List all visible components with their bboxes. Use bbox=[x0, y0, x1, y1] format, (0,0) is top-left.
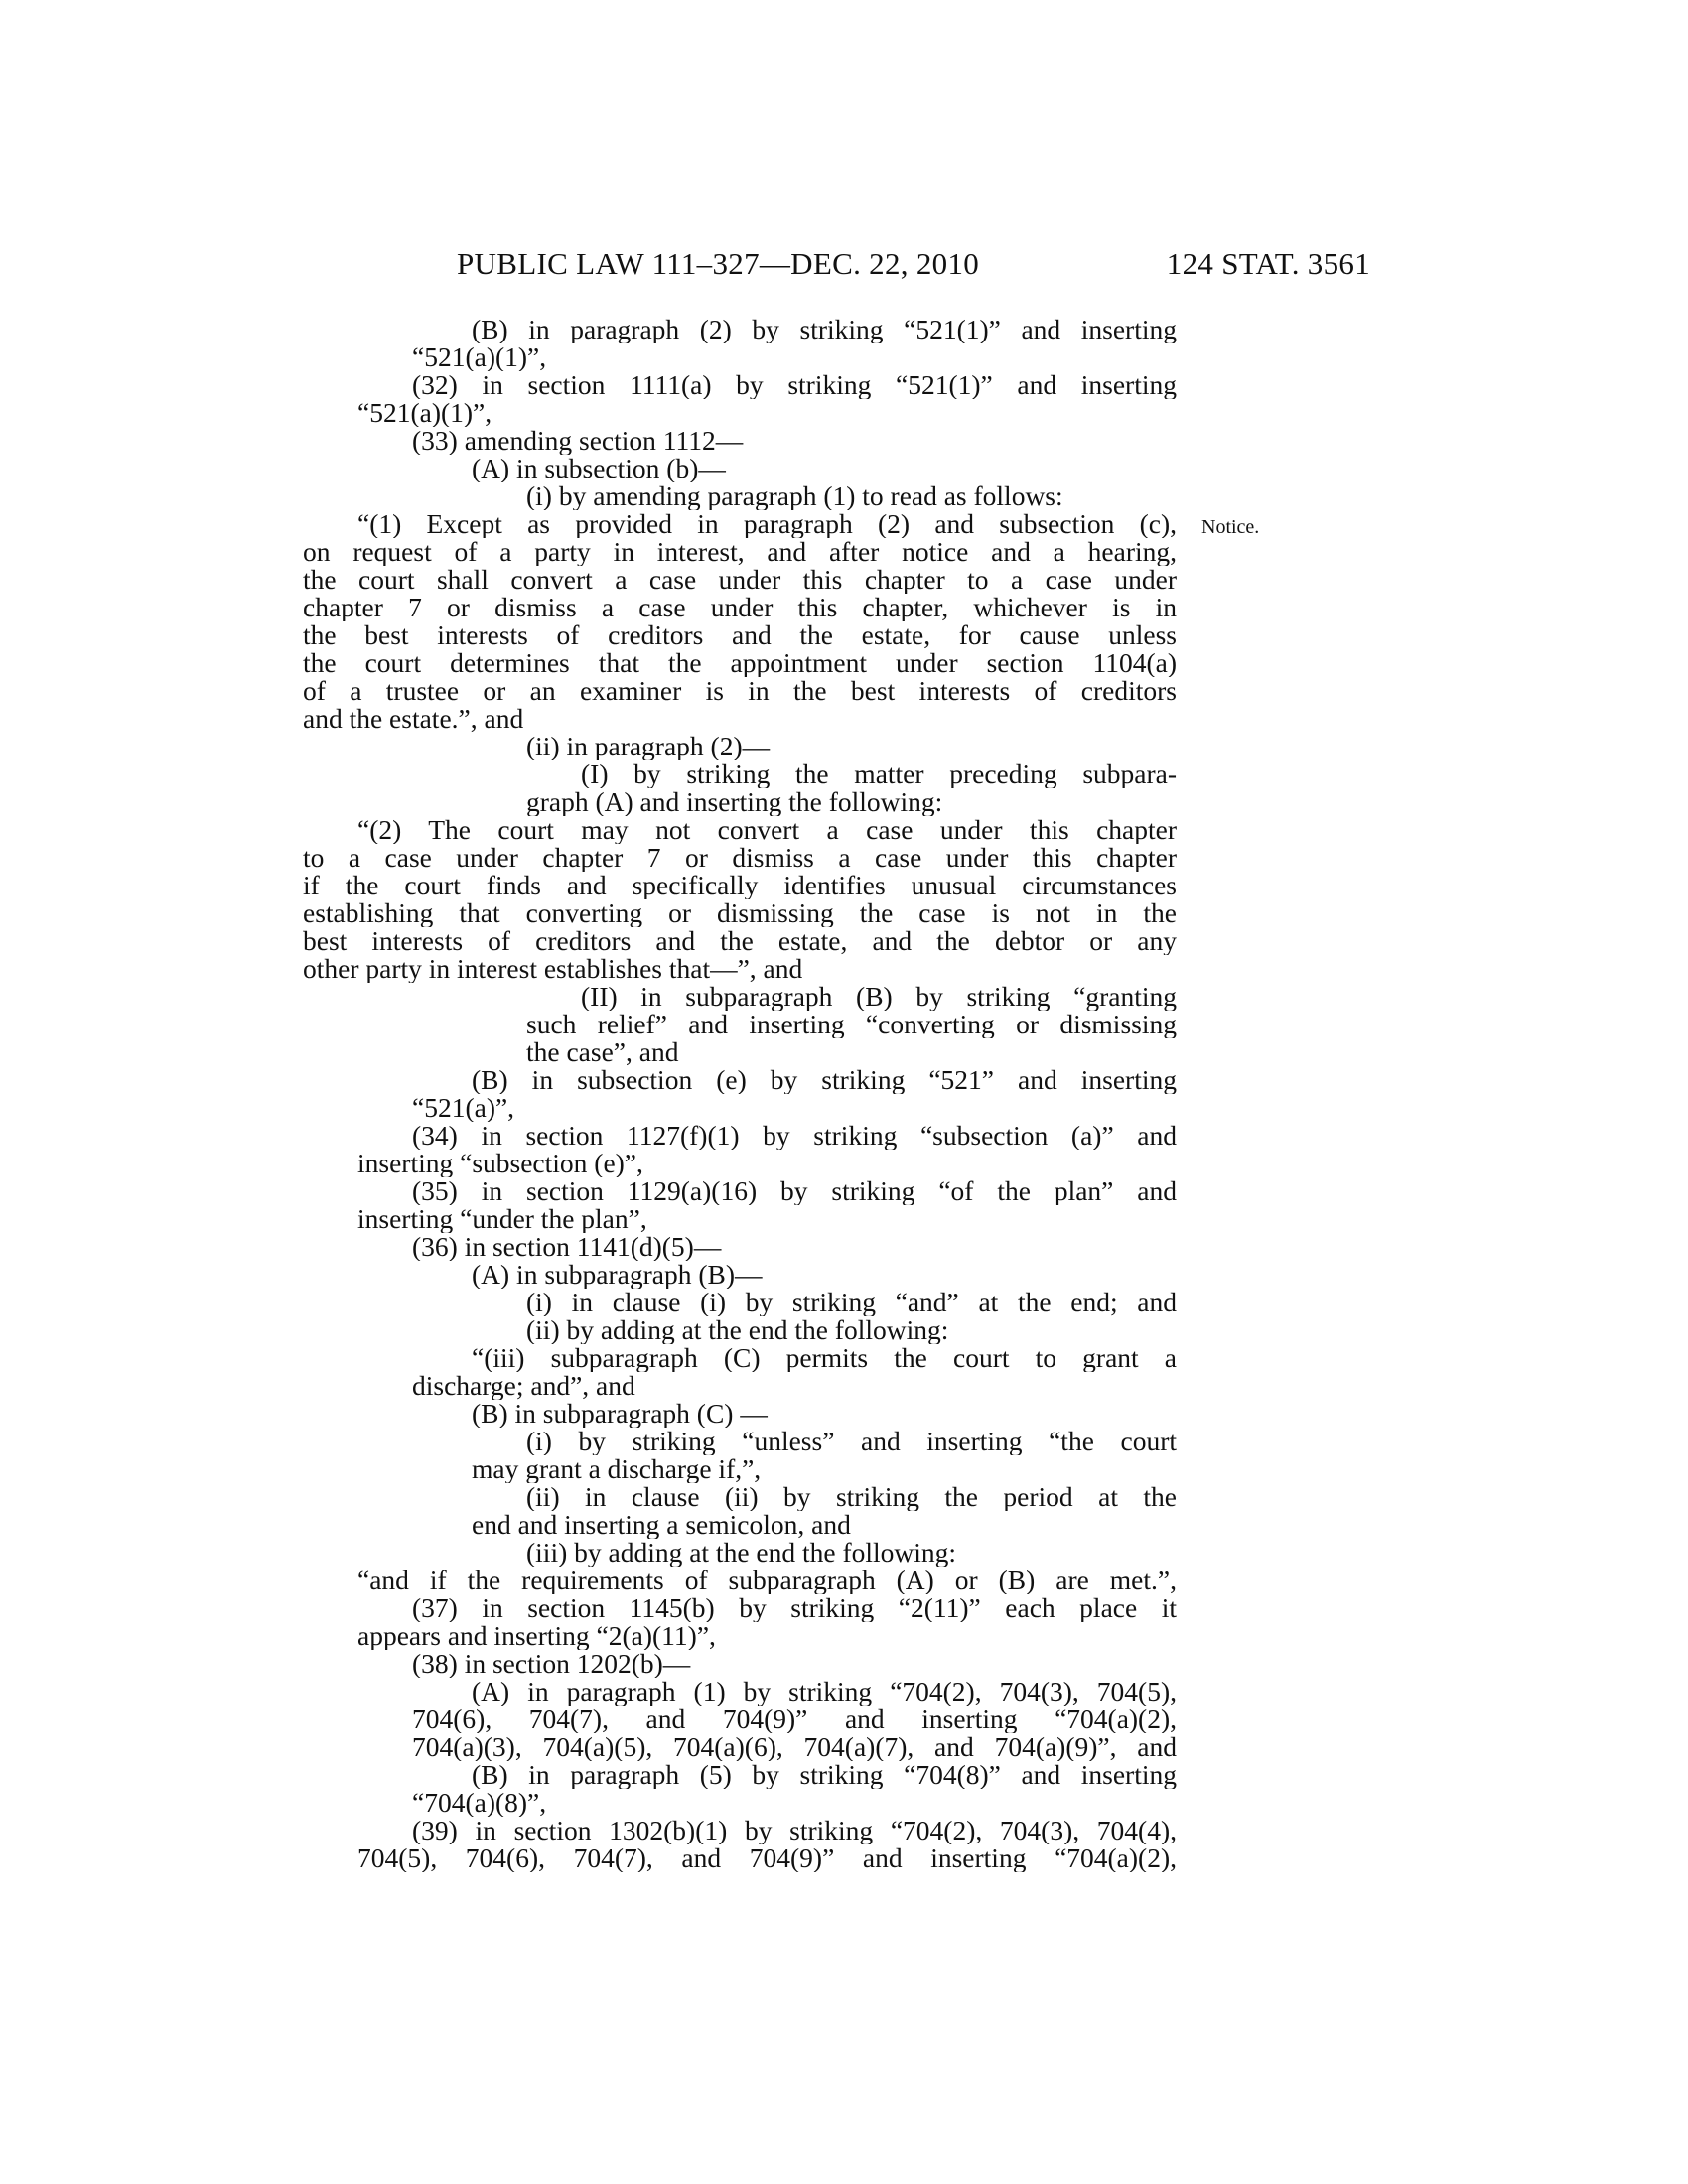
text-line: the case”, and bbox=[526, 1038, 679, 1066]
text-line: (i) by amending paragraph (1) to read as follows: bbox=[526, 482, 1063, 510]
text-line: on request of a party in interest, and after notice and a hearing, bbox=[303, 538, 1177, 566]
text-line: the court determines that the appointment under section 1104(a) bbox=[303, 649, 1177, 677]
text-line: best interests of creditors and the estate, and the debtor or any bbox=[303, 927, 1177, 955]
text-line: (35) in section 1129(a)(16) by striking “of the plan” and bbox=[412, 1177, 1177, 1205]
text-line: “521(a)”, bbox=[412, 1094, 515, 1122]
text-line: “and if the requirements of subparagraph (A) or (B) are met.”, bbox=[357, 1567, 1177, 1594]
text-line: (II) in subparagraph (B) by striking “granting bbox=[581, 983, 1177, 1011]
text-line: “(2) The court may not convert a case under this chapter bbox=[357, 816, 1177, 844]
text-line: if the court finds and specifically identifies unusual circumstances bbox=[303, 872, 1177, 899]
text-line: “(1) Except as provided in paragraph (2) and subsection (c), bbox=[357, 510, 1177, 538]
text-line: (B) in paragraph (2) by striking “521(1)” and inserting bbox=[472, 316, 1177, 343]
running-header bbox=[457, 246, 1370, 286]
text-line: to a case under chapter 7 or dismiss a case under this chapter bbox=[303, 844, 1177, 872]
page-title: PUBLIC LAW 111–327—DEC. 22, 2010 bbox=[457, 246, 980, 281]
text-line: “704(a)(8)”, bbox=[412, 1789, 547, 1817]
text-line: “521(a)(1)”, bbox=[412, 343, 547, 371]
text-line: (B) in subparagraph (C) — bbox=[472, 1400, 768, 1428]
statute-body-text bbox=[303, 316, 1177, 1872]
text-line: (ii) in paragraph (2)— bbox=[526, 733, 771, 760]
text-line: (34) in section 1127(f)(1) by striking “subsection (a)” and bbox=[412, 1122, 1177, 1150]
text-line: (ii) in clause (ii) by striking the period at the bbox=[526, 1483, 1177, 1511]
text-line: the court shall convert a case under this chapter to a case under bbox=[303, 566, 1177, 594]
text-line: 704(5), 704(6), 704(7), and 704(9)” and inserting “704(a)(2), bbox=[357, 1844, 1177, 1872]
text-line: (38) in section 1202(b)— bbox=[412, 1650, 691, 1678]
text-line: (ii) by adding at the end the following: bbox=[526, 1316, 949, 1344]
text-line: the best interests of creditors and the estate, for cause unless bbox=[303, 621, 1177, 649]
text-line: such relief” and inserting “converting or dismissing bbox=[526, 1011, 1177, 1038]
text-line: (32) in section 1111(a) by striking “521(1)” and inserting bbox=[412, 371, 1177, 399]
text-line: inserting “subsection (e)”, bbox=[357, 1150, 643, 1177]
text-line: chapter 7 or dismiss a case under this chapter, whichever is in bbox=[303, 594, 1177, 621]
text-line: (I) by striking the matter preceding subpara- bbox=[581, 760, 1177, 788]
text-line: “521(a)(1)”, bbox=[357, 399, 492, 427]
text-line: may grant a discharge if,”, bbox=[472, 1455, 762, 1483]
text-line: (39) in section 1302(b)(1) by striking “704(2), 704(3), 704(4), bbox=[412, 1817, 1177, 1844]
text-line: graph (A) and inserting the following: bbox=[526, 788, 943, 816]
text-line: (i) by striking “unless” and inserting “the court bbox=[526, 1428, 1177, 1455]
text-line: other party in interest establishes that—”, and bbox=[303, 955, 803, 983]
text-line: (33) amending section 1112— bbox=[412, 427, 744, 455]
text-line: (36) in section 1141(d)(5)— bbox=[412, 1233, 722, 1261]
text-line: 704(a)(3), 704(a)(5), 704(a)(6), 704(a)(7), and 704(a)(9)”, and bbox=[412, 1733, 1177, 1761]
text-line: end and inserting a semicolon, and bbox=[472, 1511, 851, 1539]
text-line: appears and inserting “2(a)(11)”, bbox=[357, 1622, 716, 1650]
text-line: establishing that converting or dismissing the case is not in the bbox=[303, 899, 1177, 927]
statute-page-number: 124 STAT. 3561 bbox=[1166, 246, 1370, 281]
text-line: (A) in subsection (b)— bbox=[472, 455, 726, 482]
text-line: and the estate.”, and bbox=[303, 705, 524, 733]
text-line: (B) in paragraph (5) by striking “704(8)” and inserting bbox=[472, 1761, 1177, 1789]
text-line: of a trustee or an examiner is in the best interests of creditors bbox=[303, 677, 1177, 705]
text-line: discharge; and”, and bbox=[412, 1372, 635, 1400]
text-line: (A) in subparagraph (B)— bbox=[472, 1261, 763, 1289]
text-line: 704(6), 704(7), and 704(9)” and inserting “704(a)(2), bbox=[412, 1706, 1177, 1733]
text-line: “(iii) subparagraph (C) permits the court to grant a bbox=[472, 1344, 1177, 1372]
text-line: (i) in clause (i) by striking “and” at the end; and bbox=[526, 1289, 1177, 1316]
margin-note: Notice. bbox=[1201, 516, 1260, 538]
text-line: inserting “under the plan”, bbox=[357, 1205, 647, 1233]
text-line: (B) in subsection (e) by striking “521” and inserting bbox=[472, 1066, 1177, 1094]
text-line: (37) in section 1145(b) by striking “2(11)” each place it bbox=[412, 1594, 1177, 1622]
text-line: (A) in paragraph (1) by striking “704(2), 704(3), 704(5), bbox=[472, 1678, 1177, 1706]
text-line: (iii) by adding at the end the following: bbox=[526, 1539, 957, 1567]
